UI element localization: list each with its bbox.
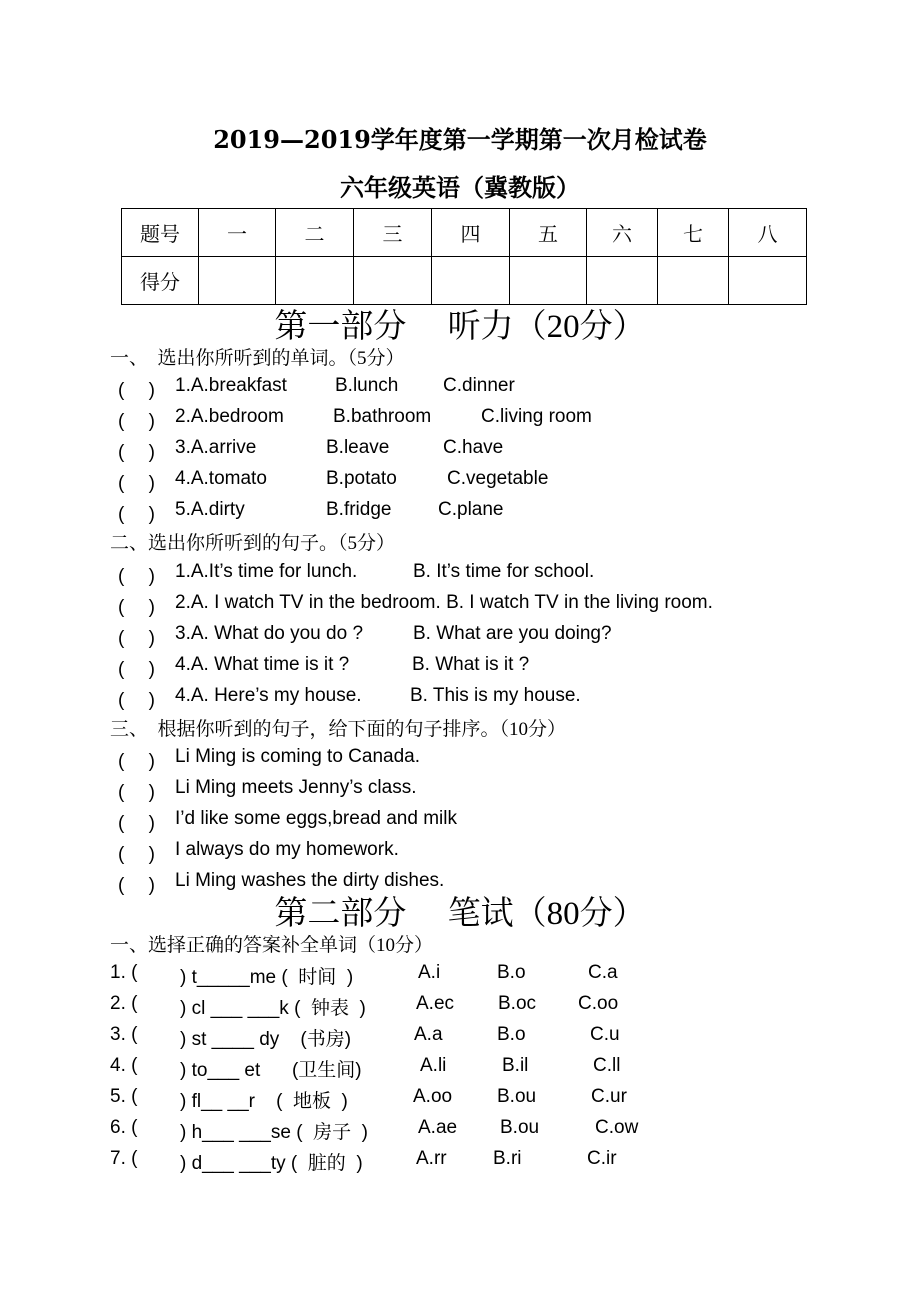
option-b: B.potato	[326, 468, 397, 489]
score-answer-cell[interactable]	[587, 257, 658, 305]
answer-paren[interactable]: ( )	[118, 844, 155, 865]
answer-paren[interactable]: ( )	[118, 690, 155, 711]
question-number: 6. (	[110, 1117, 138, 1138]
option-a: A.oo	[413, 1086, 453, 1107]
score-answer-cell[interactable]	[276, 257, 354, 305]
question-number: 1. (	[110, 962, 138, 983]
score-header-cell: 七	[658, 209, 729, 257]
score-answer-cell[interactable]	[658, 257, 729, 305]
option-a: 4.A. What time is it ?	[175, 654, 350, 675]
sentence: I always do my homework.	[175, 839, 399, 860]
option-a: 5.A.dirty	[175, 499, 245, 520]
score-header-cell: 一	[199, 209, 276, 257]
word-blank: ) t_____me ( 时间 )	[180, 967, 354, 988]
sentence: Li Ming meets Jenny’s class.	[175, 777, 417, 798]
answer-paren[interactable]: ( )	[118, 597, 155, 618]
option-c: C.dinner	[443, 375, 515, 396]
answer-paren[interactable]: ( )	[118, 411, 155, 432]
option-b: B.leave	[326, 437, 390, 458]
score-header-cell: 三	[354, 209, 432, 257]
answer-paren[interactable]: ( )	[118, 813, 155, 834]
exam-subtitle: 六年级英语（冀教版）	[340, 173, 580, 202]
answer-paren[interactable]: ( )	[118, 782, 155, 803]
option-a: 1.A.It’s time for lunch.	[175, 561, 358, 582]
sentence: I’d like some eggs,bread and milk	[175, 808, 457, 829]
option-b: B.bathroom	[333, 406, 432, 427]
answer-paren[interactable]: ( )	[118, 504, 155, 525]
answer-paren[interactable]: ( )	[118, 566, 155, 587]
option-c: C.ur	[591, 1086, 627, 1107]
word-blank: ) fl__ __r ( 地板 )	[180, 1091, 348, 1112]
word-blank: ) h___ ___se ( 房子 )	[180, 1122, 368, 1143]
option-b: B.il	[502, 1055, 529, 1076]
answer-paren[interactable]: ( )	[118, 628, 155, 649]
option-b: B.ri	[493, 1148, 522, 1169]
question-number: 2. (	[110, 993, 138, 1014]
word-blank: ) st ____ dy (书房)	[180, 1029, 352, 1050]
answer-paren[interactable]: ( )	[118, 473, 155, 494]
option-a: A.i	[418, 962, 441, 983]
option-b: B. What is it ?	[412, 654, 530, 675]
part2-title: 第二部分 笔试（80分）	[274, 896, 646, 932]
option-a: A.ae	[418, 1117, 458, 1138]
option-a: A.rr	[416, 1148, 447, 1169]
option-b: B.fridge	[326, 499, 392, 520]
score-table	[121, 208, 807, 305]
score-header-cell: 四	[432, 209, 510, 257]
option-a: 2.A.bedroom	[175, 406, 284, 427]
option-c: C.u	[590, 1024, 620, 1045]
question-number: 5. (	[110, 1086, 138, 1107]
option-b: B.o	[497, 962, 526, 983]
option-a: A.a	[414, 1024, 443, 1045]
part1-section3-heading: 三、 根据你听到的句子，给下面的句子排序。（10分）	[110, 719, 567, 740]
option-a: 2.A. I watch TV in the bedroom. B. I watch TV in the living room.	[175, 592, 713, 613]
option-c: C.living room	[481, 406, 592, 427]
score-answer-cell[interactable]	[510, 257, 587, 305]
option-b: B. It’s time for school.	[413, 561, 595, 582]
option-a: 4.A. Here’s my house.	[175, 685, 362, 706]
option-a: A.li	[420, 1055, 447, 1076]
answer-paren[interactable]: ( )	[118, 380, 155, 401]
option-a: 3.A. What do you do ?	[175, 623, 364, 644]
option-b: B. What are you doing?	[413, 623, 612, 644]
question-number: 4. (	[110, 1055, 138, 1076]
option-c: C.ll	[593, 1055, 621, 1076]
sentence: Li Ming is coming to Canada.	[175, 746, 421, 767]
option-c: C.oo	[578, 993, 619, 1014]
option-c: C.plane	[438, 499, 504, 520]
option-a: 4.A.tomato	[175, 468, 267, 489]
exam-title: 2019—2019学年度第一学期第一次月检试卷	[213, 125, 707, 154]
option-b: B.ou	[497, 1086, 537, 1107]
word-blank: ) d___ ___ty ( 脏的 )	[180, 1153, 363, 1174]
score-header-cell: 八	[729, 209, 807, 257]
score-header-cell: 题号	[122, 209, 199, 257]
word-blank: ) cl ___ ___k ( 钟表 )	[180, 998, 366, 1019]
answer-paren[interactable]: ( )	[118, 442, 155, 463]
answer-paren[interactable]: ( )	[118, 751, 155, 772]
option-c: C.a	[588, 962, 618, 983]
option-a: 3.A.arrive	[175, 437, 257, 458]
score-label-cell: 得分	[122, 257, 199, 305]
part1-title: 第一部分 听力（20分）	[274, 309, 646, 345]
question-number: 3. (	[110, 1024, 138, 1045]
option-c: C.have	[443, 437, 504, 458]
part1-section2-heading: 二、选出你所听到的句子。（5分）	[110, 533, 396, 554]
option-b: B.oc	[498, 993, 537, 1014]
score-answer-cell[interactable]	[199, 257, 276, 305]
part1-section1-heading: 一、 选出你所听到的单词。（5分）	[110, 348, 405, 369]
score-answer-cell[interactable]	[354, 257, 432, 305]
option-b: B. This is my house.	[410, 685, 581, 706]
score-answer-cell[interactable]	[729, 257, 807, 305]
option-a: 1.A.breakfast	[175, 375, 287, 396]
score-header-cell: 六	[587, 209, 658, 257]
option-a: A.ec	[416, 993, 455, 1014]
option-c: C.ow	[595, 1117, 639, 1138]
option-c: C.ir	[587, 1148, 617, 1169]
option-c: C.vegetable	[447, 468, 549, 489]
question-number: 7. (	[110, 1148, 138, 1169]
score-header-cell: 二	[276, 209, 354, 257]
part2-section1-heading: 一、选择正确的答案补全单词（10分）	[110, 935, 434, 956]
sentence: Li Ming washes the dirty dishes.	[175, 870, 445, 891]
answer-paren[interactable]: ( )	[118, 659, 155, 680]
word-blank: ) to___ et (卫生间)	[180, 1060, 362, 1081]
answer-paren[interactable]: ( )	[118, 875, 155, 896]
score-header-cell: 五	[510, 209, 587, 257]
option-b: B.o	[497, 1024, 526, 1045]
option-b: B.ou	[500, 1117, 540, 1138]
score-answer-cell[interactable]	[432, 257, 510, 305]
option-b: B.lunch	[335, 375, 399, 396]
